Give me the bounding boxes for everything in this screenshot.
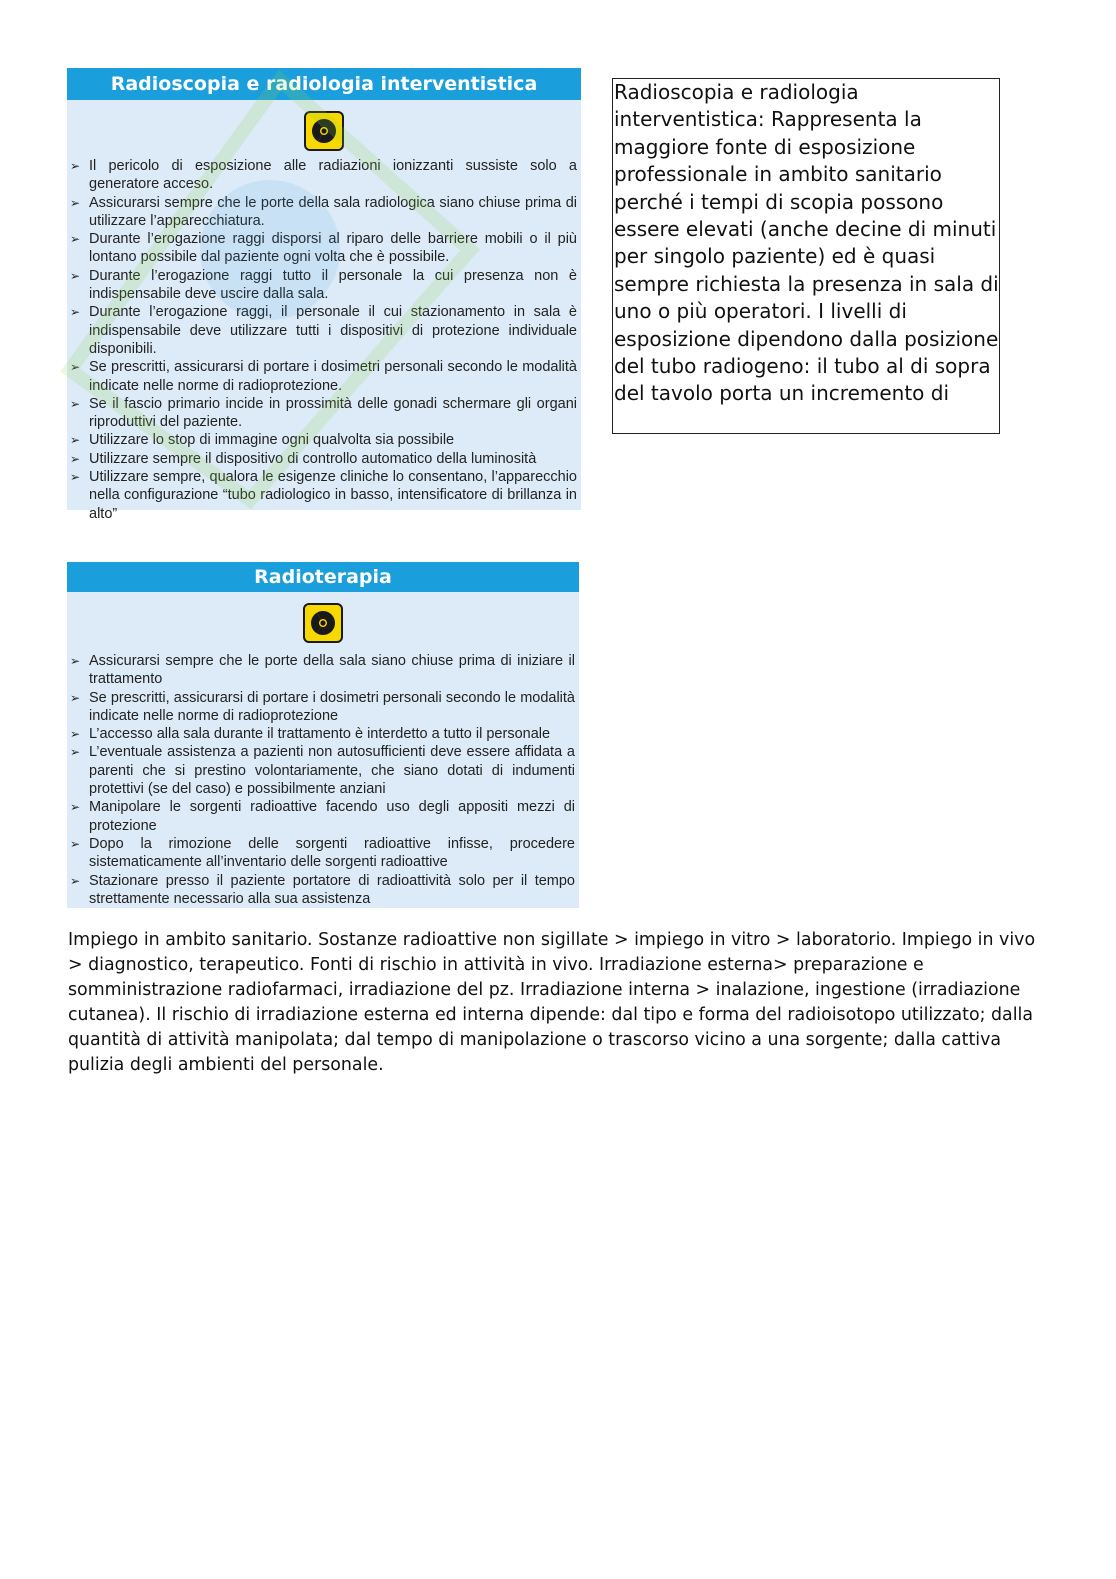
list-item: ➢ Assicurarsi sempre che le porte della sala radiologica siano chiuse prima di utilizzare l’apparecchiatura. (89, 194, 577, 231)
list-item: ➢ L’accesso alla sala durante il trattamento è interdetto a tutto il personale (89, 725, 575, 743)
list-item: ➢ Stazionare presso il paziente portatore di radioattività solo per il tempo strettamente necessario alla sua assistenza (89, 872, 575, 909)
list-item: ➢ L’eventuale assistenza a pazienti non autosufficienti deve essere affidata a parenti che si prestino volontariamente, che siano dotati di indumenti protettivi (se del caso) e possibilmente anziani (89, 743, 575, 798)
list-item: ➢ Se prescritti, assicurarsi di portare i dosimetri personali secondo le modalità indicate nelle norme di radioprotezione (89, 689, 575, 726)
body-paragraph: Impiego in ambito sanitario. Sostanze radioattive non sigillate > impiego in vitro > laboratorio. Impiego in vivo > diagnostico, terapeutico. Fonti di rischio in attività in vivo. Irradiazione esterna> preparazione e somministrazione radiofarmaci, irradiazione del pz. Irradiazione interna > inalazione, ingestione (irradiazione cutanea). Il rischio di irradiazione esterna ed interna dipende: dal tipo e forma del radioisotopo utilizzato; dalla quantità di attività manipolata; dal tempo di manipolazione o trascorso vicino a una sorgente; dalla cattiva pulizia degli ambienti del personale. (68, 930, 1036, 1075)
list-item: ➢ Durante l’erogazione raggi disporsi al riparo delle barriere mobili o il più lontano possibile dal paziente ogni volta che è possibile. (89, 230, 577, 267)
side-text-box: Radioscopia e radiologia interventistica: Rappresenta la maggiore fonte di esposizione professionale in ambito sanitario perché i tempi di scopia possono essere elevati (anche decine di minuti per singolo paziente) ed è quasi sempre richiesta la presenza in sala di uno o più operatori. I livelli di esposizione dipendono dalla posizione del tubo radiogeno: il tubo al di sopra del tavolo porta un incremento di (612, 78, 1000, 434)
list-item: ➢ Durante l’erogazione raggi tutto il personale la cui presenza non è indispensabile deve uscire dalla sala. (89, 267, 577, 304)
radioscopia-card-title: Radioscopia e radiologia interventistica (67, 68, 581, 100)
radioscopia-list (67, 157, 581, 523)
list-item: ➢ Utilizzare sempre il dispositivo di controllo automatico della luminosità (89, 450, 577, 468)
list-item: ➢ Il pericolo di esposizione alle radiazioni ionizzanti sussiste solo a generatore acceso. (89, 157, 577, 194)
list-item: ➢ Assicurarsi sempre che le porte della sala siano chiuse prima di iniziare il trattamento (89, 652, 575, 689)
list-item: ➢ Utilizzare lo stop di immagine ogni qualvolta sia possibile (89, 431, 577, 449)
list-item: ➢ Durante l’erogazione raggi, il personale il cui stazionamento in sala è indispensabile deve utilizzare tutti i dispositivi di protezione individuale disponibili. (89, 303, 577, 358)
list-item: ➢ Se il fascio primario incide in prossimità delle gonadi schermare gli organi riproduttivi del paziente. (89, 395, 577, 432)
radiation-hazard-icon (303, 603, 343, 643)
list-item: ➢ Manipolare le sorgenti radioattive facendo uso degli appositi mezzi di protezione (89, 798, 575, 835)
list-item: ➢ Utilizzare sempre, qualora le esigenze cliniche lo consentano, l’apparecchio nella configurazione “tubo radiologico in basso, intensificatore di brillanza in alto” (89, 468, 577, 523)
radioterapia-list (67, 652, 579, 908)
radioterapia-card-title: Radioterapia (67, 562, 579, 592)
list-item: ➢ Se prescritti, assicurarsi di portare i dosimetri personali secondo le modalità indicate nelle norme di radioprotezione. (89, 358, 577, 395)
radiation-hazard-icon (304, 111, 344, 151)
radioterapia-card (67, 562, 579, 908)
radioscopia-card (67, 68, 581, 522)
list-item: ➢ Dopo la rimozione delle sorgenti radioattive infisse, procedere sistematicamente all’inventario delle sorgenti radioattive (89, 835, 575, 872)
